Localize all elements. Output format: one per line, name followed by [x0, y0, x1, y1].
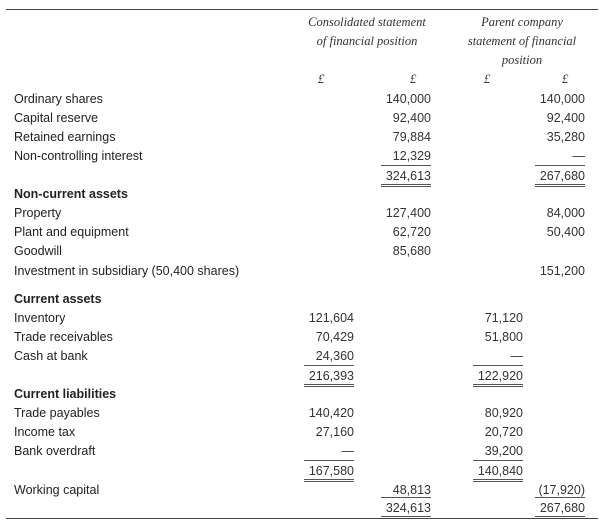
cons-value: 48,813 — [392, 483, 431, 497]
parent-total: 267,680 — [535, 497, 585, 519]
cons-value: 62,720 — [392, 225, 431, 239]
row-label: Plant and equipment — [14, 225, 129, 239]
row-label: Investment in subsidiary (50,400 shares) — [14, 264, 240, 278]
cons-value: 24,360 — [315, 349, 354, 363]
row-label: Working capital — [14, 483, 100, 497]
cons-value: 140,000 — [385, 92, 431, 106]
row-label: Non-controlling interest — [14, 149, 143, 163]
section-heading: Non-current assets — [14, 187, 128, 201]
cons-value: 92,400 — [392, 111, 431, 125]
parent-total: 267,680 — [535, 165, 585, 187]
row-label: Inventory — [14, 311, 66, 325]
parent-value: 92,400 — [546, 111, 585, 125]
section-heading: Current liabilities — [14, 387, 117, 401]
cons-value: 121,604 — [308, 311, 354, 325]
cons-value: 70,429 — [315, 330, 354, 344]
consolidated-header: Consolidated statement of financial position — [308, 15, 426, 48]
currency-label: £ — [484, 72, 491, 86]
parent-value: — — [510, 349, 523, 363]
parent-value: 80,920 — [484, 406, 523, 420]
parent-total: 140,840 — [473, 460, 523, 482]
parent-total: 122,920 — [473, 365, 523, 387]
parent-value: 20,720 — [484, 425, 523, 439]
cons-total: 167,580 — [304, 460, 354, 482]
row-label: Capital reserve — [14, 111, 99, 125]
parent-header: Parent company statement of financial position — [467, 15, 577, 67]
top-rule — [6, 9, 598, 10]
row-label: Trade payables — [14, 406, 100, 420]
parent-value: 35,280 — [546, 130, 585, 144]
cons-value: 79,884 — [392, 130, 431, 144]
bottom-rule — [6, 518, 598, 519]
row-label: Cash at bank — [14, 349, 88, 363]
cons-value: 127,400 — [385, 206, 431, 220]
cons-total: 324,613 — [381, 497, 431, 519]
row-label: Ordinary shares — [14, 92, 103, 106]
parent-value: 71,120 — [484, 311, 523, 325]
parent-value: 51,800 — [484, 330, 523, 344]
parent-value: 151,200 — [539, 264, 585, 278]
parent-value: 84,000 — [546, 206, 585, 220]
row-label: Income tax — [14, 425, 76, 439]
cons-value: 85,680 — [392, 244, 431, 258]
parent-value: 140,000 — [539, 92, 585, 106]
row-label: Bank overdraft — [14, 444, 96, 458]
cons-value: — — [341, 444, 354, 458]
cons-value: 140,420 — [308, 406, 354, 420]
row-label: Property — [14, 206, 62, 220]
cons-value: 12,329 — [392, 149, 431, 163]
row-label: Goodwill — [14, 244, 62, 258]
parent-value: 39,200 — [484, 444, 523, 458]
currency-label: £ — [562, 72, 569, 86]
parent-value: — — [572, 149, 585, 163]
cons-value: 27,160 — [315, 425, 354, 439]
parent-value: 50,400 — [546, 225, 585, 239]
currency-label: £ — [410, 72, 417, 86]
currency-label: £ — [318, 72, 325, 86]
section-heading: Current assets — [14, 292, 102, 306]
row-label: Trade receivables — [14, 330, 113, 344]
cons-total: 216,393 — [304, 365, 354, 387]
cons-total: 324,613 — [381, 165, 431, 187]
row-label: Retained earnings — [14, 130, 116, 144]
parent-value: (17,920) — [538, 483, 585, 497]
